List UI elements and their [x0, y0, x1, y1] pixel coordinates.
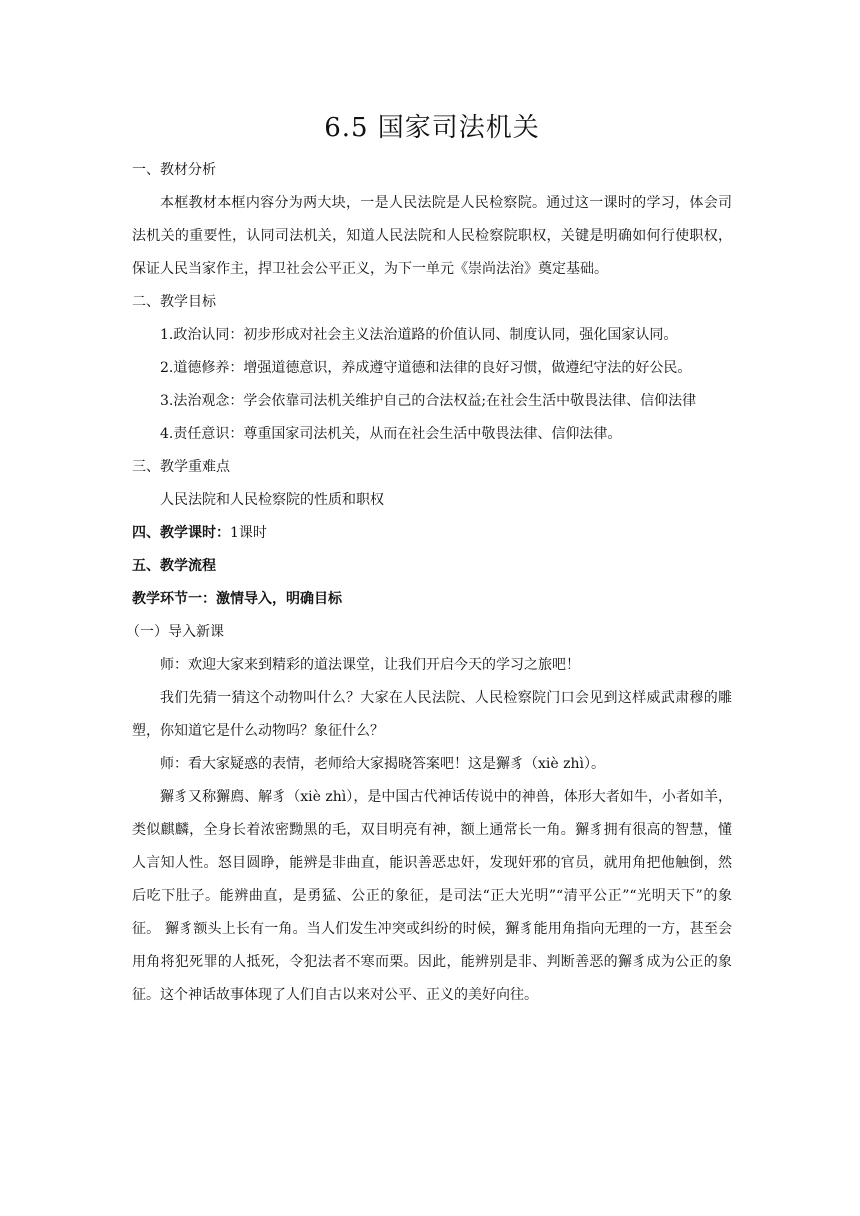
answer-reveal-paragraph: 师：看大家疑惑的表情，老师给大家揭晓答案吧！这是獬豸（xiè zhì）。 — [160, 756, 605, 772]
teacher-greeting-paragraph: 师：欢迎大家来到精彩的道法课堂，让我们开启今天的学习之旅吧！ — [160, 657, 580, 673]
goal-item-legal: 3.法治观念：学会依靠司法机关维护自己的合法权益;在社会生活中敬畏法律、信仰法律 — [160, 393, 697, 409]
section-heading-teaching-goals: 二、教学目标 — [132, 294, 216, 310]
document-body — [126, 108, 732, 1012]
section-teaching-hours — [132, 517, 732, 550]
key-points-paragraph: 人民法院和人民检察院的性质和职权 — [160, 492, 384, 508]
xiezhi-story-paragraph: 獬豸又称獬廌、解豸（xiè zhì），是中国古代神话传说中的神兽，体形大者如牛，小者如羊，类似麒麟，全身长着浓密黝黑的毛，双目明亮有神，额上通常长一角。獬豸拥有很高的智慧，懂人言知人性。怒目圆睁，能辨是非曲直，能识善恶忠奸，发现奸邪的官员，就用角把他触倒，然后吃下肚子。能辨曲直，是勇猛、公正的象征，是司法“正大光明”“清平公正”“光明天下”的象征。 獬豸额头上长有一角。当人们发生冲突或纠纷的时候，獬豸能用角指向无理的一方，甚至会用角将犯死罪的人抵死，令犯法者不寒而栗。因此，能辨别是非、判断善恶的獬豸成为公正的象征。这个神话故事体现了人们自古以来对公平、正义的美好向往。 — [132, 789, 732, 1003]
goal-item-moral: 2.道德修养：增强道德意识，养成遵守道德和法律的良好习惯，做遵纪守法的好公民。 — [160, 360, 692, 376]
teaching-hours-value: 1课时 — [230, 525, 267, 541]
section-heading-teaching-process: 五、教学流程 — [132, 558, 216, 574]
goal-item-responsibility: 4.责任意识：尊重国家司法机关，从而在社会生活中敬畏法律、信仰法律。 — [160, 426, 622, 442]
sub-heading-new-lesson: （一）导入新课 — [126, 624, 224, 640]
page-title: 6.5 国家司法机关 — [324, 113, 540, 143]
goal-item-political: 1.政治认同：初步形成对社会主义法治道路的价值认同、制度认同，强化国家认同。 — [160, 327, 678, 343]
section-heading-textbook-analysis: 一、教材分析 — [132, 162, 216, 178]
step-heading-introduction: 教学环节一：激情导入，明确目标 — [132, 591, 342, 607]
textbook-analysis-paragraph: 本框教材本框内容分为两大块，一是人民法院是人民检察院。通过这一课时的学习，体会司法机关的重要性，认同司法机关，知道人民法院和人民检察院职权，关键是明确如何行使职权，保证人民当家作主，捍卫社会公平正义，为下一单元《崇尚法治》奠定基础。 — [132, 195, 732, 277]
guess-question-paragraph: 我们先猜一猜这个动物叫什么？大家在人民法院、人民检察院门口会见到这样威武肃穆的雕塑，你知道它是什么动物吗？象征什么？ — [132, 690, 732, 739]
section-heading-key-points: 三、教学重难点 — [132, 459, 230, 475]
teaching-hours-label: 四、教学课时： — [132, 525, 230, 541]
